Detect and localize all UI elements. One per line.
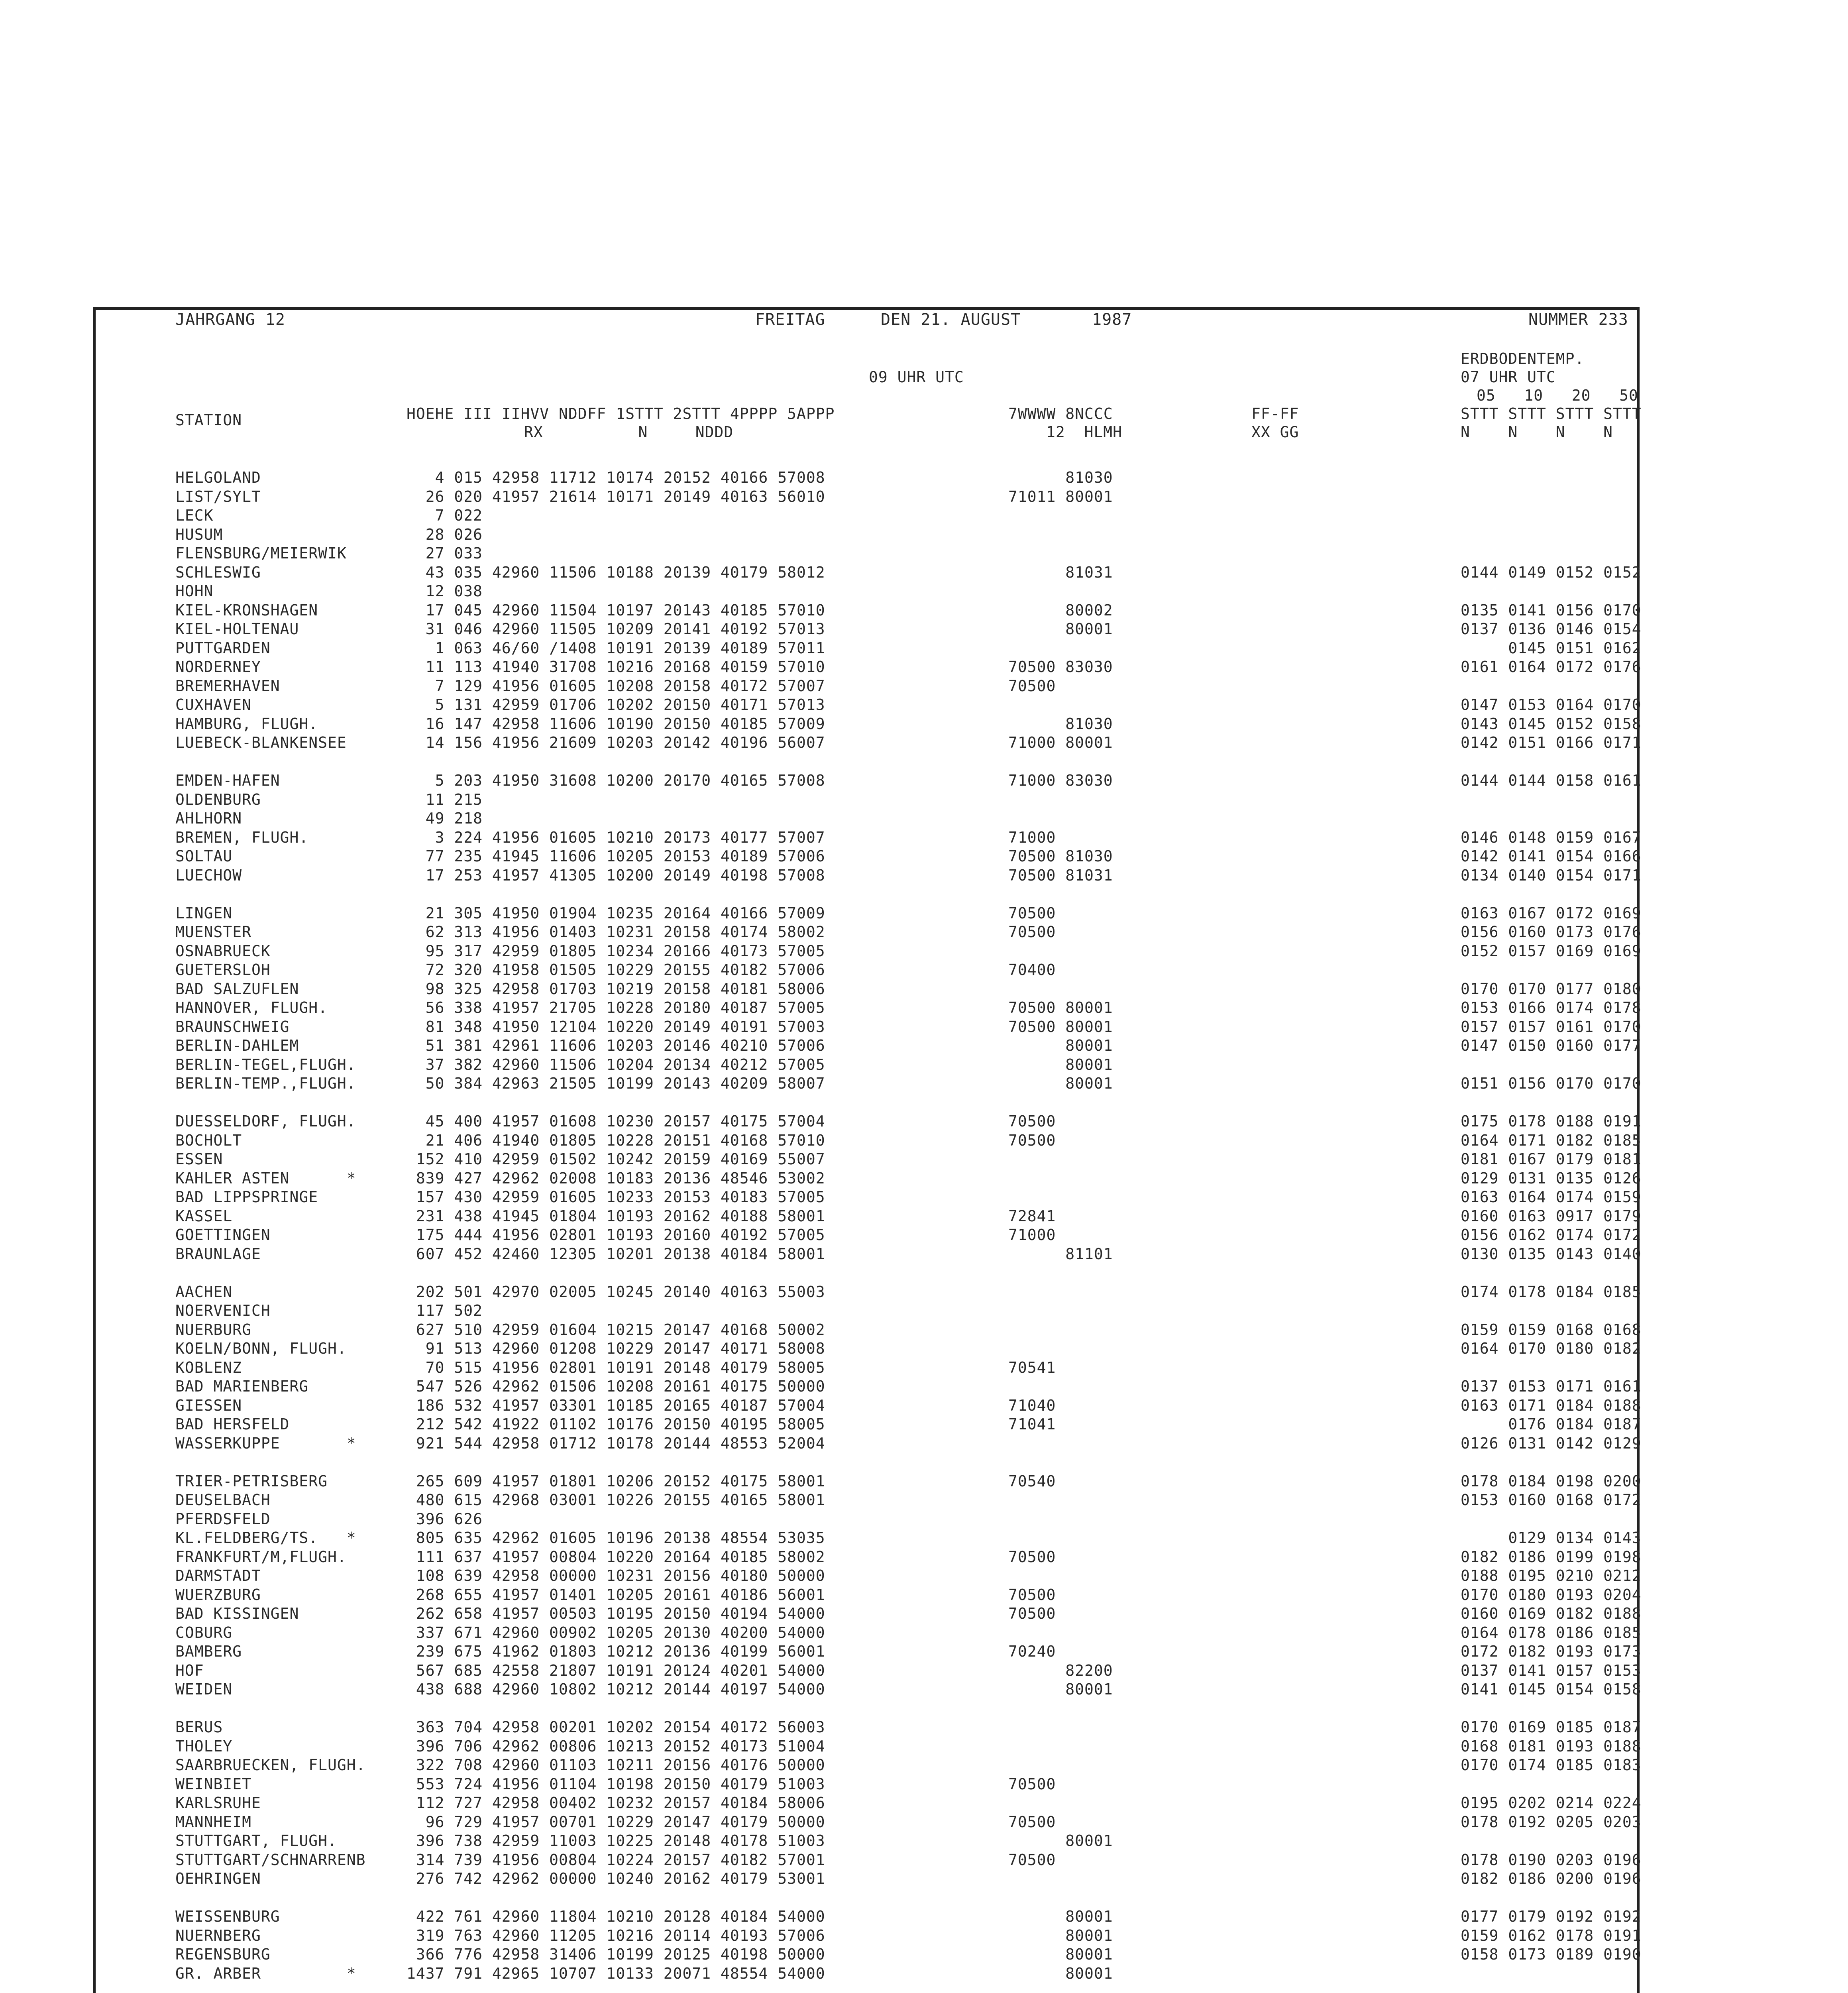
station-observation: 21 305 41950 01904 10235 20164 40166 57009 — [407, 904, 825, 922]
station-name: WASSERKUPPE * — [175, 1434, 356, 1452]
station-cloud-group: 80001 — [1008, 1075, 1113, 1092]
observation-time: 09 UHR UTC — [869, 368, 964, 386]
station-name: OSNABRUECK — [175, 942, 271, 960]
station-name: COBURG — [175, 1623, 233, 1641]
station-cloud-group: 80001 — [1008, 1680, 1113, 1698]
station-soil-temps: 0163 0164 0174 0159 — [1461, 1188, 1642, 1206]
station-observation: 56 338 41957 21705 10228 20180 40187 57005 — [407, 999, 825, 1016]
station-name: SAARBRUECKEN, FLUGH. — [175, 1756, 366, 1774]
station-observation: 627 510 42959 01604 10215 20147 40168 50002 — [407, 1321, 825, 1338]
station-name: BREMERHAVEN — [175, 677, 280, 695]
station-observation: 77 235 41945 11606 10205 20153 40189 57006 — [407, 847, 825, 865]
station-cloud-group: 70500 81030 — [1008, 847, 1113, 865]
station-observation: 319 763 42960 11205 10216 20114 40193 57006 — [407, 1926, 825, 1944]
station-observation: 108 639 42958 00000 10231 20156 40180 50000 — [407, 1567, 825, 1584]
soil-columns-header: STTT STTT STTT STTT — [1461, 405, 1642, 423]
station-cloud-group: 70400 — [1008, 961, 1056, 979]
station-observation: 480 615 42968 03001 10226 20155 40165 58001 — [407, 1491, 825, 1509]
station-soil-temps: 0182 0186 0200 0196 — [1461, 1870, 1642, 1887]
station-cloud-group: 70500 — [1008, 1605, 1056, 1622]
station-cloud-group: 71011 80001 — [1008, 487, 1113, 505]
station-soil-temps: 0172 0182 0193 0173 — [1461, 1643, 1642, 1660]
station-name: WUERZBURG — [175, 1586, 261, 1604]
station-name: GR. ARBER * — [175, 1964, 356, 1982]
station-name: OLDENBURG — [175, 790, 261, 808]
soil-depths: 05 10 20 50 — [1477, 387, 1638, 404]
station-soil-temps: 0178 0184 0198 0200 — [1461, 1472, 1642, 1490]
station-name: LIST/SYLT — [175, 487, 261, 505]
station-name: DARMSTADT — [175, 1567, 261, 1584]
station-name: NOERVENICH — [175, 1302, 271, 1319]
station-observation: 553 724 41956 01104 10198 20150 40179 51003 — [407, 1775, 825, 1793]
station-name: KIEL-KRONSHAGEN — [175, 601, 318, 619]
station-name: THOLEY — [175, 1737, 233, 1755]
station-cloud-group: 80001 — [1008, 1908, 1113, 1925]
station-observation: 3 224 41956 01605 10210 20173 40177 57007 — [407, 828, 825, 846]
station-observation: 91 513 42960 01208 10229 20147 40171 58008 — [407, 1340, 825, 1357]
station-observation: 11 215 — [407, 790, 483, 808]
station-name: HAMBURG, FLUGH. — [175, 715, 318, 733]
station-name: PFERDSFELD — [175, 1510, 271, 1528]
station-cloud-group: 70541 — [1008, 1358, 1056, 1376]
station-name: AACHEN — [175, 1283, 233, 1301]
station-soil-temps: 0135 0141 0156 0170 — [1461, 601, 1642, 619]
station-soil-temps: 0147 0153 0164 0170 — [1461, 696, 1642, 713]
station-name: MUENSTER — [175, 923, 252, 941]
station-cloud-group: 81101 — [1008, 1245, 1113, 1263]
station-observation: 547 526 42962 01506 10208 20161 40175 50000 — [407, 1378, 825, 1395]
station-name: LUECHOW — [175, 866, 242, 884]
station-observation: 607 452 42460 12305 10201 20138 40184 58001 — [407, 1245, 825, 1263]
station-soil-temps: 0160 0163 0917 0179 — [1461, 1207, 1642, 1225]
station-observation: 231 438 41945 01804 10193 20162 40188 58001 — [407, 1207, 825, 1225]
station-cloud-group: 70500 — [1008, 1548, 1056, 1566]
station-observation: 4 015 42958 11712 10174 20152 40166 57008 — [407, 469, 825, 486]
station-soil-temps: 0134 0140 0154 0171 — [1461, 866, 1642, 884]
station-cloud-group: 70500 — [1008, 1112, 1056, 1130]
station-name: BAD SALZUFLEN — [175, 980, 299, 998]
station-name: STUTTGART/SCHNARRENB — [175, 1851, 366, 1869]
station-name: WEINBIET — [175, 1775, 252, 1793]
station-observation: 37 382 42960 11506 10204 20134 40212 57005 — [407, 1055, 825, 1073]
station-soil-temps: 0126 0131 0142 0129 — [1461, 1434, 1642, 1452]
station-name: LINGEN — [175, 904, 233, 922]
station-observation: 1437 791 42965 10707 10133 20071 48554 54000 — [407, 1964, 825, 1982]
station-name: KAHLER ASTEN * — [175, 1169, 356, 1187]
station-observation: 262 658 41957 00503 10195 20150 40194 54000 — [407, 1605, 825, 1622]
station-name: FRANKFURT/M,FLUGH. — [175, 1548, 347, 1566]
station-soil-temps: 0164 0171 0182 0185 — [1461, 1131, 1642, 1149]
station-name: SOLTAU — [175, 847, 233, 865]
station-observation: 438 688 42960 10802 10212 20144 40197 54000 — [407, 1680, 825, 1698]
station-name: WEIDEN — [175, 1680, 233, 1698]
station-soil-temps: 0175 0178 0188 0191 — [1461, 1112, 1642, 1130]
station-name: MANNHEIM — [175, 1813, 252, 1831]
station-cloud-group: 81030 — [1008, 469, 1113, 486]
station-cloud-group: 70500 80001 — [1008, 1018, 1113, 1036]
cloud-columns-subheader: 12 HLMH — [1046, 423, 1123, 441]
station-name: KL.FELDBERG/TS. * — [175, 1529, 356, 1547]
station-name: HOHN — [175, 582, 214, 600]
station-name: BAD KISSINGEN — [175, 1605, 299, 1622]
station-observation: 17 045 42960 11504 10197 20143 40185 57010 — [407, 601, 825, 619]
station-soil-temps: 0170 0170 0177 0180 — [1461, 980, 1642, 998]
issue-number: NUMMER 233 — [1528, 311, 1628, 329]
station-observation: 1 063 46/60 /1408 10191 20139 40189 57011 — [407, 639, 825, 657]
station-name: BERLIN-DAHLEM — [175, 1037, 299, 1054]
station-soil-temps: 0178 0190 0203 0196 — [1461, 1851, 1642, 1869]
station-name: OEHRINGEN — [175, 1870, 261, 1887]
station-name: KOELN/BONN, FLUGH. — [175, 1340, 347, 1357]
cloud-columns-header: 7WWWW 8NCCC — [1008, 405, 1113, 423]
station-name: BAD LIPPSPRINGE — [175, 1188, 318, 1206]
station-cloud-group: 80001 — [1008, 1964, 1113, 1982]
station-observation: 28 026 — [407, 525, 483, 543]
station-soil-temps: 0137 0136 0146 0154 — [1461, 620, 1642, 638]
station-observation: 396 706 42962 00806 10213 20152 40173 51004 — [407, 1737, 825, 1755]
station-name: TRIER-PETRISBERG — [175, 1472, 328, 1490]
station-soil-temps: 0129 0131 0135 0126 — [1461, 1169, 1642, 1187]
station-soil-temps: 0145 0151 0162 — [1461, 639, 1642, 657]
station-soil-temps: 0177 0179 0192 0192 — [1461, 1908, 1642, 1925]
station-observation: 11 113 41940 31708 10216 20168 40159 57010 — [407, 658, 825, 676]
station-soil-temps: 0164 0170 0180 0182 — [1461, 1340, 1642, 1357]
station-observation: 43 035 42960 11506 10188 20139 40179 58012 — [407, 563, 825, 581]
station-soil-temps: 0159 0159 0168 0168 — [1461, 1321, 1642, 1338]
station-soil-temps: 0163 0171 0184 0188 — [1461, 1396, 1642, 1414]
station-soil-temps: 0142 0141 0154 0166 — [1461, 847, 1642, 865]
station-cloud-group: 80002 — [1008, 601, 1113, 619]
station-cloud-group: 80001 — [1008, 1946, 1113, 1963]
weekday-label: FREITAG — [755, 311, 825, 329]
station-cloud-group: 71040 — [1008, 1396, 1056, 1414]
year-label: 1987 — [1092, 311, 1132, 329]
station-observation: 81 348 41950 12104 10220 20149 40191 57003 — [407, 1018, 825, 1036]
station-observation: 157 430 42959 01605 10233 20153 40183 57005 — [407, 1188, 825, 1206]
station-name: HOF — [175, 1661, 204, 1679]
station-column-header: STATION — [175, 411, 242, 429]
station-observation: 265 609 41957 01801 10206 20152 40175 58001 — [407, 1472, 825, 1490]
jahrgang-label: JAHRGANG 12 — [175, 311, 285, 329]
station-soil-temps: 0129 0134 0143 — [1461, 1529, 1642, 1547]
station-cloud-group: 80001 — [1008, 1926, 1113, 1944]
station-observation: 921 544 42958 01712 10178 20144 48553 52004 — [407, 1434, 825, 1452]
station-name: CUXHAVEN — [175, 696, 252, 713]
station-name: DUESSELDORF, FLUGH. — [175, 1112, 356, 1130]
station-soil-temps: 0153 0166 0174 0178 — [1461, 999, 1642, 1016]
station-observation: 268 655 41957 01401 10205 20161 40186 56001 — [407, 1586, 825, 1604]
station-soil-temps: 0130 0135 0143 0140 — [1461, 1245, 1642, 1263]
station-soil-temps: 0182 0186 0199 0198 — [1461, 1548, 1642, 1566]
station-observation: 111 637 41957 00804 10220 20164 40185 58002 — [407, 1548, 825, 1566]
station-cloud-group: 80001 — [1008, 1037, 1113, 1054]
station-soil-temps: 0188 0195 0210 0212 — [1461, 1567, 1642, 1584]
station-cloud-group: 80001 — [1008, 1832, 1113, 1850]
station-soil-temps: 0144 0149 0152 0152 — [1461, 563, 1642, 581]
station-cloud-group: 71041 — [1008, 1415, 1056, 1433]
station-name: BAD HERSFELD — [175, 1415, 290, 1433]
station-observation: 567 685 42558 21807 10191 20124 40201 54000 — [407, 1661, 825, 1679]
station-soil-temps: 0153 0160 0168 0172 — [1461, 1491, 1642, 1509]
station-name: REGENSBURG — [175, 1946, 271, 1963]
station-soil-temps: 0176 0184 0187 — [1461, 1415, 1642, 1433]
wind-columns-header: FF-FF — [1251, 405, 1299, 423]
station-observation: 396 626 — [407, 1510, 483, 1528]
station-observation: 49 218 — [407, 810, 483, 827]
station-soil-temps: 0143 0145 0152 0158 — [1461, 715, 1642, 733]
station-observation: 422 761 42960 11804 10210 20128 40184 54000 — [407, 1908, 825, 1925]
station-observation: 212 542 41922 01102 10176 20150 40195 58005 — [407, 1415, 825, 1433]
station-observation: 26 020 41957 21614 10171 20149 40163 56010 — [407, 487, 825, 505]
station-observation: 5 131 42959 01706 10202 20150 40171 57013 — [407, 696, 825, 713]
station-cloud-group: 70500 — [1008, 904, 1056, 922]
station-cloud-group: 70500 — [1008, 1775, 1056, 1793]
station-soil-temps: 0141 0145 0154 0158 — [1461, 1680, 1642, 1698]
station-cloud-group: 80001 — [1008, 1055, 1113, 1073]
station-cloud-group: 81031 — [1008, 563, 1113, 581]
station-soil-temps: 0142 0151 0166 0171 — [1461, 734, 1642, 751]
station-observation: 98 325 42958 01703 10219 20158 40181 58006 — [407, 980, 825, 998]
station-soil-temps: 0160 0169 0182 0188 — [1461, 1605, 1642, 1622]
station-cloud-group: 70500 — [1008, 1851, 1056, 1869]
station-soil-temps: 0170 0169 0185 0187 — [1461, 1718, 1642, 1736]
station-cloud-group: 70500 81031 — [1008, 866, 1113, 884]
station-observation: 50 384 42963 21505 10199 20143 40209 58007 — [407, 1075, 825, 1092]
soil-temp-time: 07 UHR UTC — [1461, 368, 1556, 386]
date-label: DEN 21. AUGUST — [881, 311, 1021, 329]
station-name: BERUS — [175, 1718, 223, 1736]
station-name: EMDEN-HAFEN — [175, 772, 280, 789]
station-name: DEUSELBACH — [175, 1491, 271, 1509]
station-observation: 31 046 42960 11505 10209 20141 40192 57013 — [407, 620, 825, 638]
station-observation: 337 671 42960 00902 10205 20130 40200 54000 — [407, 1623, 825, 1641]
station-observation: 112 727 42958 00402 10232 20157 40184 58006 — [407, 1794, 825, 1812]
station-soil-temps: 0174 0178 0184 0185 — [1461, 1283, 1642, 1301]
station-cloud-group: 71000 — [1008, 828, 1056, 846]
station-soil-temps: 0152 0157 0169 0169 — [1461, 942, 1642, 960]
station-name: BOCHOLT — [175, 1131, 242, 1149]
station-name: KARLSRUHE — [175, 1794, 261, 1812]
station-soil-temps: 0151 0156 0170 0170 — [1461, 1075, 1642, 1092]
station-name: NUERBURG — [175, 1321, 252, 1338]
station-soil-temps: 0181 0167 0179 0181 — [1461, 1150, 1642, 1168]
station-observation: 7 022 — [407, 507, 483, 524]
station-cloud-group: 71000 80001 — [1008, 734, 1113, 751]
station-observation: 96 729 41957 00701 10229 20147 40179 50000 — [407, 1813, 825, 1831]
station-cloud-group: 70500 — [1008, 1131, 1056, 1149]
station-observation: 17 253 41957 41305 10200 20149 40198 57008 — [407, 866, 825, 884]
station-name: LECK — [175, 507, 214, 524]
station-soil-temps: 0156 0160 0173 0176 — [1461, 923, 1642, 941]
station-observation: 363 704 42958 00201 10202 20154 40172 56003 — [407, 1718, 825, 1736]
station-name: BERLIN-TEGEL,FLUGH. — [175, 1055, 356, 1073]
station-observation: 45 400 41957 01608 10230 20157 40175 57004 — [407, 1112, 825, 1130]
main-columns-subheader: RX N NDDD — [524, 423, 734, 441]
station-name: WEISSENBURG — [175, 1908, 280, 1925]
station-observation: 14 156 41956 21609 10203 20142 40196 56007 — [407, 734, 825, 751]
station-soil-temps: 0164 0178 0186 0185 — [1461, 1623, 1642, 1641]
station-soil-temps: 0137 0153 0171 0161 — [1461, 1378, 1642, 1395]
station-cloud-group: 70500 — [1008, 1586, 1056, 1604]
station-cloud-group: 71000 — [1008, 1226, 1056, 1244]
station-observation: 5 203 41950 31608 10200 20170 40165 57008 — [407, 772, 825, 789]
station-observation: 51 381 42961 11606 10203 20146 40210 57006 — [407, 1037, 825, 1054]
station-cloud-group: 82200 — [1008, 1661, 1113, 1679]
station-name: NORDERNEY — [175, 658, 261, 676]
station-observation: 12 038 — [407, 582, 483, 600]
station-observation: 239 675 41962 01803 10212 20136 40199 56001 — [407, 1643, 825, 1660]
station-name: LUEBECK-BLANKENSEE — [175, 734, 347, 751]
station-observation: 70 515 41956 02801 10191 20148 40179 58005 — [407, 1358, 825, 1376]
station-name: AHLHORN — [175, 810, 242, 827]
station-observation: 839 427 42962 02008 10183 20136 48546 53002 — [407, 1169, 825, 1187]
station-name: FLENSBURG/MEIERWIK — [175, 544, 347, 562]
station-name: GOETTINGEN — [175, 1226, 271, 1244]
station-observation: 186 532 41957 03301 10185 20165 40187 57004 — [407, 1396, 825, 1414]
station-observation: 276 742 42962 00000 10240 20162 40179 53001 — [407, 1870, 825, 1887]
station-observation: 62 313 41956 01403 10231 20158 40174 58002 — [407, 923, 825, 941]
station-cloud-group: 71000 83030 — [1008, 772, 1113, 789]
station-name: SCHLESWIG — [175, 563, 261, 581]
station-name: PUTTGARDEN — [175, 639, 271, 657]
station-soil-temps: 0137 0141 0157 0153 — [1461, 1661, 1642, 1679]
station-observation: 202 501 42970 02005 10245 20140 40163 55003 — [407, 1283, 825, 1301]
main-columns-header: HOEHE III IIHVV NDDFF 1STTT 2STTT 4PPPP 5APPP — [407, 405, 835, 423]
station-name: HELGOLAND — [175, 469, 261, 486]
wind-columns-subheader: XX GG — [1251, 423, 1299, 441]
station-soil-temps: 0159 0162 0178 0191 — [1461, 1926, 1642, 1944]
station-name: BRAUNLAGE — [175, 1245, 261, 1263]
station-name: NUERNBERG — [175, 1926, 261, 1944]
station-soil-temps: 0147 0150 0160 0177 — [1461, 1037, 1642, 1054]
station-name: KASSEL — [175, 1207, 233, 1225]
station-soil-temps: 0178 0192 0205 0203 — [1461, 1813, 1642, 1831]
station-observation: 7 129 41956 01605 10208 20158 40172 57007 — [407, 677, 825, 695]
station-name: GUETERSLOH — [175, 961, 271, 979]
station-name: KOBLENZ — [175, 1358, 242, 1376]
station-cloud-group: 70500 — [1008, 1813, 1056, 1831]
station-name: GIESSEN — [175, 1396, 242, 1414]
station-observation: 117 502 — [407, 1302, 483, 1319]
station-name: HANNOVER, FLUGH. — [175, 999, 328, 1016]
station-soil-temps: 0146 0148 0159 0167 — [1461, 828, 1642, 846]
station-observation: 95 317 42959 01805 10234 20166 40173 57005 — [407, 942, 825, 960]
station-name: STUTTGART, FLUGH. — [175, 1832, 337, 1850]
station-observation: 152 410 42959 01502 10242 20159 40169 55007 — [407, 1150, 825, 1168]
station-observation: 175 444 41956 02801 10193 20160 40192 57005 — [407, 1226, 825, 1244]
station-cloud-group: 80001 — [1008, 620, 1113, 638]
station-observation: 366 776 42958 31406 10199 20125 40198 50000 — [407, 1946, 825, 1963]
station-name: HUSUM — [175, 525, 223, 543]
station-observation: 396 738 42959 11003 10225 20148 40178 51003 — [407, 1832, 825, 1850]
station-soil-temps: 0170 0174 0185 0183 — [1461, 1756, 1642, 1774]
station-name: ESSEN — [175, 1150, 223, 1168]
station-soil-temps: 0144 0144 0158 0161 — [1461, 772, 1642, 789]
station-soil-temps: 0163 0167 0172 0169 — [1461, 904, 1642, 922]
station-cloud-group: 70500 — [1008, 677, 1056, 695]
station-observation: 21 406 41940 01805 10228 20151 40168 57010 — [407, 1131, 825, 1149]
station-observation: 314 739 41956 00804 10224 20157 40182 57001 — [407, 1851, 825, 1869]
station-cloud-group: 81030 — [1008, 715, 1113, 733]
station-observation: 27 033 — [407, 544, 483, 562]
station-name: KIEL-HOLTENAU — [175, 620, 299, 638]
station-observation: 16 147 42958 11606 10190 20150 40185 57009 — [407, 715, 825, 733]
station-cloud-group: 70540 — [1008, 1472, 1056, 1490]
station-observation: 72 320 41958 01505 10229 20155 40182 57006 — [407, 961, 825, 979]
station-soil-temps: 0158 0173 0189 0190 — [1461, 1946, 1642, 1963]
station-name: BAD MARIENBERG — [175, 1378, 309, 1395]
station-soil-temps: 0161 0164 0172 0176 — [1461, 658, 1642, 676]
station-cloud-group: 70500 83030 — [1008, 658, 1113, 676]
station-soil-temps: 0168 0181 0193 0188 — [1461, 1737, 1642, 1755]
soil-temp-title: ERDBODENTEMP. — [1461, 350, 1585, 368]
soil-columns-subheader: N N N N — [1461, 423, 1613, 441]
station-soil-temps: 0157 0157 0161 0170 — [1461, 1018, 1642, 1036]
station-name: BREMEN, FLUGH. — [175, 828, 309, 846]
station-cloud-group: 72841 — [1008, 1207, 1056, 1225]
station-name: BAMBERG — [175, 1643, 242, 1660]
station-observation: 805 635 42962 01605 10196 20138 48554 53035 — [407, 1529, 825, 1547]
station-soil-temps: 0195 0202 0214 0224 — [1461, 1794, 1642, 1812]
station-cloud-group: 70500 80001 — [1008, 999, 1113, 1016]
station-name: BRAUNSCHWEIG — [175, 1018, 290, 1036]
station-cloud-group: 70500 — [1008, 923, 1056, 941]
station-cloud-group: 70240 — [1008, 1643, 1056, 1660]
station-name: BERLIN-TEMP.,FLUGH. — [175, 1075, 356, 1092]
station-soil-temps: 0156 0162 0174 0172 — [1461, 1226, 1642, 1244]
station-observation: 322 708 42960 01103 10211 20156 40176 50000 — [407, 1756, 825, 1774]
station-soil-temps: 0170 0180 0193 0204 — [1461, 1586, 1642, 1604]
